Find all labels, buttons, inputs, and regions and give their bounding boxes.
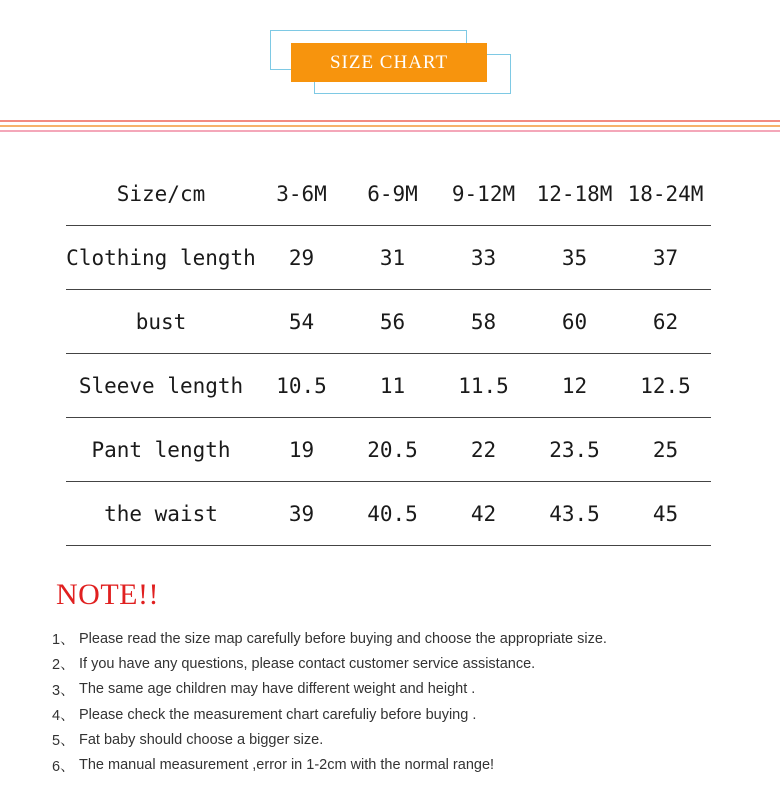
table-cell: 22: [470, 437, 497, 462]
table-row: [66, 226, 711, 290]
table-cell: 40.5: [367, 501, 418, 526]
table-cell: 42: [470, 501, 497, 526]
note-number: 3、: [52, 682, 75, 699]
table-cell: 11: [379, 373, 406, 398]
note-number: 1、: [52, 632, 75, 649]
note-text: Please check the measurement chart carefuliy before buying .: [79, 706, 477, 723]
column-header: 18-24M: [627, 181, 704, 206]
table-cell: 11.5: [458, 373, 509, 398]
table-row: [66, 290, 711, 354]
note-item: [52, 702, 607, 727]
note-text: Fat baby should choose a bigger size.: [79, 731, 324, 748]
table-cell: 29: [288, 245, 315, 270]
table-cell: 43.5: [549, 501, 600, 526]
note-item: [52, 677, 607, 702]
table-header-row: [66, 162, 711, 226]
note-number: 2、: [52, 657, 75, 674]
table-row: [66, 482, 711, 546]
divider-stripe: [0, 120, 780, 122]
row-label: Clothing length: [66, 245, 256, 270]
note-number: 5、: [52, 733, 75, 750]
note-text: Please read the size map carefully before buying and choose the appropriate size.: [79, 630, 607, 647]
table-row: [66, 354, 711, 418]
table-cell: 56: [379, 309, 406, 334]
note-number: 4、: [52, 708, 75, 725]
table-cell: 23.5: [549, 437, 600, 462]
note-item: [52, 752, 607, 777]
note-title: NOTE!!: [56, 578, 159, 611]
table-cell: 25: [652, 437, 679, 462]
table-cell: 19: [288, 437, 315, 462]
note-text: The manual measurement ,error in 1-2cm with the normal range!: [79, 757, 495, 774]
row-label: Sleeve length: [78, 373, 244, 398]
row-label: the waist: [104, 501, 218, 526]
size-table: [66, 162, 711, 546]
row-label: bust: [135, 309, 187, 334]
table-cell: 10.5: [276, 373, 327, 398]
column-header: 12-18M: [536, 181, 613, 206]
note-text: The same age children may have different weight and height .: [79, 681, 476, 698]
column-header: 6-9M: [367, 181, 418, 206]
column-header: Size/cm: [116, 181, 206, 206]
table-row: [66, 418, 711, 482]
table-cell: 58: [470, 309, 497, 334]
table-cell: 37: [652, 245, 679, 270]
note-item: [52, 651, 607, 676]
table-cell: 33: [470, 245, 497, 270]
note-item: [52, 626, 607, 651]
divider-stripe: [0, 130, 780, 132]
table-cell: 62: [652, 309, 679, 334]
column-header: 3-6M: [276, 181, 327, 206]
column-header: 9-12M: [451, 181, 516, 206]
table-cell: 45: [652, 501, 679, 526]
note-text: If you have any questions, please contact customer service assistance.: [79, 655, 536, 672]
table-cell: 60: [561, 309, 588, 334]
notes-list: [52, 626, 607, 778]
table-cell: 20.5: [367, 437, 418, 462]
table-cell: 12.5: [640, 373, 691, 398]
page-title: SIZE CHART: [291, 43, 487, 82]
divider-stripe: [0, 125, 780, 127]
table-cell: 35: [561, 245, 588, 270]
row-label: Pant length: [91, 437, 231, 462]
table-cell: 12: [561, 373, 588, 398]
note-item: [52, 727, 607, 752]
table-cell: 54: [288, 309, 315, 334]
table-cell: 31: [379, 245, 406, 270]
table-cell: 39: [288, 501, 315, 526]
note-number: 6、: [52, 758, 75, 775]
